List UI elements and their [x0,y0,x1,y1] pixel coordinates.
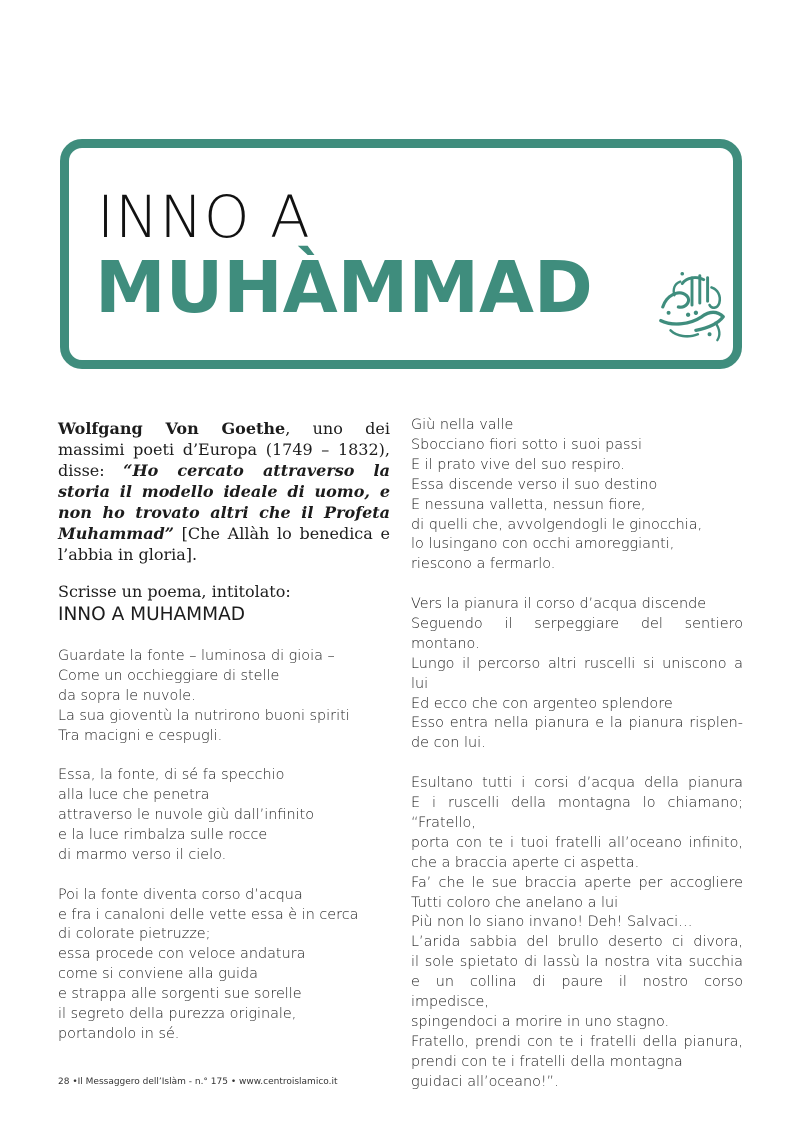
poem-line: di quelli che, avvolgendogli le ginocchia, [411,516,703,533]
stanza [58,886,390,1045]
poem-line: Esso entra nella pianura e la pianura risplen- [411,715,743,732]
poem-line: porta con te i tuoi fratelli all’oceano infinito, [411,834,743,851]
poem-line: e strappa alle sorgenti sue sorelle [58,986,302,1003]
poem-line: Più non lo siano invano! Deh! Salvaci… [411,914,693,931]
poem-line: lo lusingano con occhi amoreggianti, [411,536,675,553]
wrote-line: Scrisse un poema, intitolato: [58,582,291,601]
poem-right [411,416,743,1093]
poem-line: Ed ecco che con argenteo splendore [411,695,673,712]
poem-line: Sbocciano fiori sotto i suoi passi [411,436,643,453]
poem-line: portandolo in sé. [58,1026,180,1042]
poem-line: La sua gioventù la nutrirono buoni spiriti [58,707,350,724]
title-box [60,139,742,369]
stanza [411,416,743,575]
stanza [58,647,390,747]
stanza [411,774,743,1093]
poem-line: Tutti coloro che anelano a lui [411,894,619,911]
poem-line: riescono a fermarlo. [411,556,556,573]
poem-line: spingendoci a morire in uno stagno. [411,1013,670,1030]
poem-line: di marmo verso il cielo. [58,846,227,863]
left-column [58,416,390,1045]
intro-text-1: , uno dei massimi poeti d’Europa (1749 – 1832), disse: [58,419,391,480]
poem-line: attraverso le nuvole giù dall’infinito [58,807,315,824]
poem-line: di colorate pietruzze; [58,926,211,943]
right-column [411,416,743,1093]
poem-line: Guardate la fonte – luminosa di gioia – [58,648,335,664]
poem-line: il sole spietato di lassù la nostra vita succhia [411,954,743,971]
poem-line: Vers la pianura il corso d’acqua discende [411,596,707,613]
goethe-quote: “Ho cercato attraverso la storia il modello ideale di uomo, e non ho trovato altri che il Profeta Muhammad” [58,461,390,543]
poem-line: Tra macigni e cespugli. [58,727,223,744]
poem-line: Esultano tutti i corsi d’acqua della pianura [411,775,743,792]
poem-line: guidaci all’oceano!”. [411,1073,559,1090]
poem-line: Essa, la fonte, di sé fa specchio [58,767,285,784]
salawat-calligraphy-icon [653,266,731,344]
poem-line: Essa discende verso il suo destino [411,476,658,493]
poem-line: e fra i canaloni delle vette essa è in cerca [58,906,359,923]
title-line-1: INNO A [97,183,311,251]
poem-line: Fratello, prendi con te i fratelli della pianura, [411,1033,743,1050]
poem-line: e la luce rimbalza sulle rocce [58,827,268,844]
stanza [411,595,743,754]
poem-line: L’arida sabbia del brullo deserto ci divora, [411,934,743,951]
poem-line: “Fratello, [411,814,476,831]
poem-line: Giù nella valle [411,417,514,433]
poem-line: Poi la fonte diventa corso d’acqua [58,886,303,903]
poem-line: Fa’ che le sue braccia aperte per accogliere [411,874,743,891]
stanza [58,766,390,866]
poem-left [58,647,390,1045]
poem-line: Lungo il percorso altri ruscelli si uniscono a lui [411,655,743,692]
page-footer: 28 •Il Messaggero dell’Islàm - n.° 175 • www.centroislamico.it [58,1077,338,1087]
poem-title: INNO A MUHAMMAD [58,604,246,625]
poem-line: Come un occhieggiare di stelle [58,667,280,684]
poem-line: come si conviene alla guida [58,966,258,983]
poem-line: E il prato vive del suo respiro. [411,456,625,473]
poem-line: il segreto della purezza originale, [58,1006,297,1023]
intro-text-2: [Che Allàh lo benedica e l’abbia in gloria]. [58,524,390,564]
poem-line: alla luce che penetra [58,787,210,804]
poem-line: da sopra le nuvole. [58,687,196,704]
poem-line: E i ruscelli della montagna lo chiamano; [411,795,743,811]
poem-line: che a braccia aperte ci aspetta. [411,854,640,871]
poem-line: de con lui. [411,735,486,752]
poem-line: Seguendo il serpeggiare del sentiero montano. [411,615,743,652]
author-name: Wolfgang Von Goethe [58,419,286,438]
poem-line: e un collina di paure il nostro corso impedisce, [411,974,743,1011]
poem-line: essa procede con veloce andatura [58,946,306,963]
poem-line: prendi con te i fratelli della montagna [411,1053,683,1070]
intro-paragraph [58,418,390,565]
poem-line: E nessuna valletta, nessun fiore, [411,496,646,513]
title-line-2: MUHÀMMAD [95,246,593,329]
